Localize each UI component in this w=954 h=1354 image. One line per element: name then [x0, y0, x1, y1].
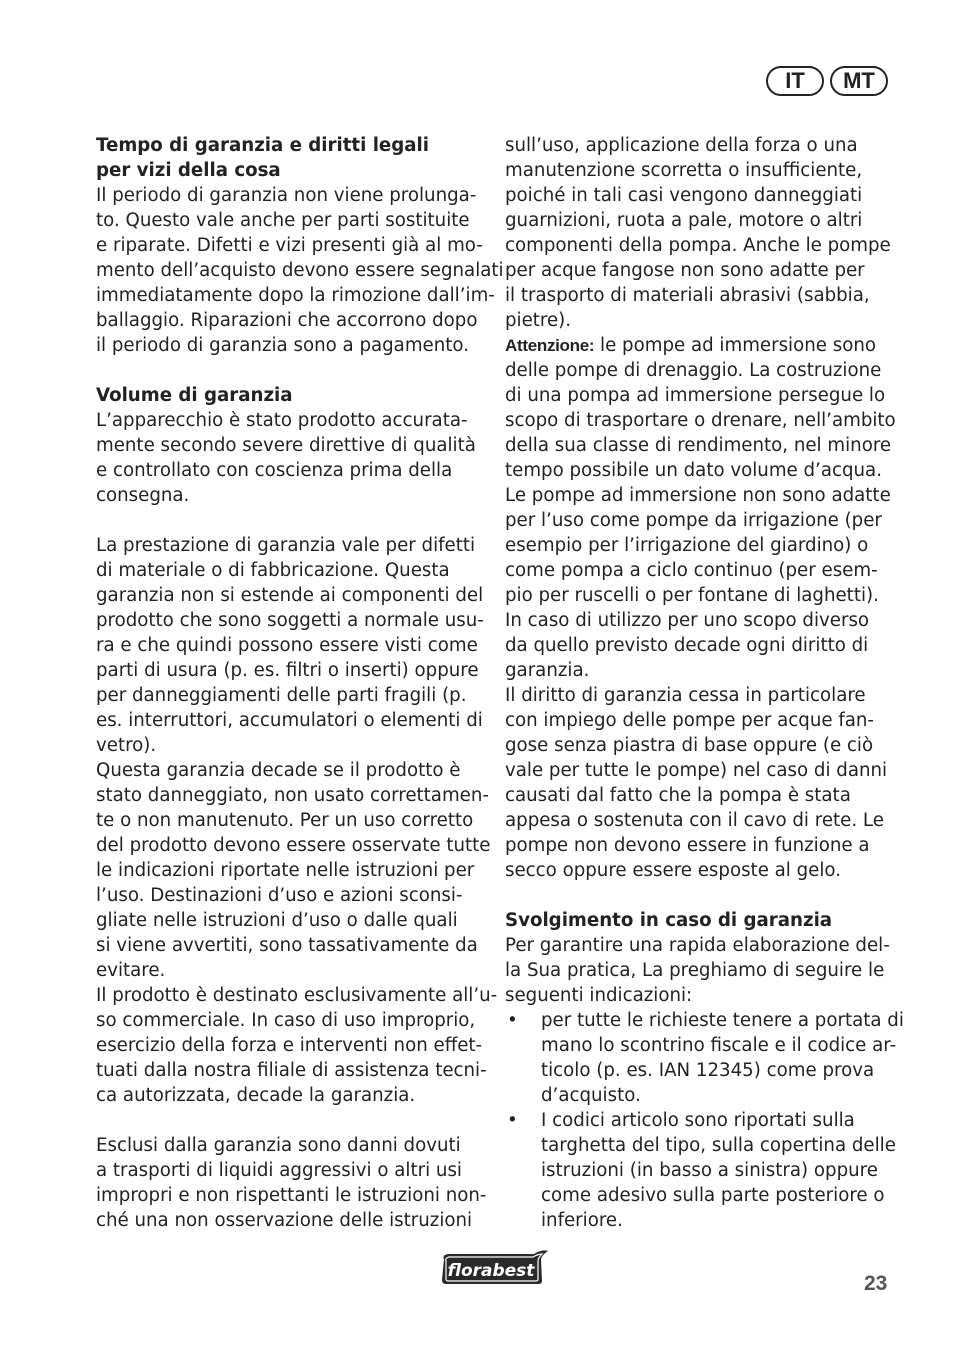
section-heading: Volume di garanzia: [96, 385, 293, 406]
body-line: per l’uso come pompe da irrigazione (per: [505, 510, 882, 531]
body-line: componenti della pompa. Anche le pompe: [505, 235, 891, 256]
section-heading: Tempo di garanzia e diritti legali: [96, 135, 430, 156]
body-line: to. Questo vale anche per parti sostituite: [96, 210, 470, 231]
left-column: [96, 133, 504, 1233]
body-line: garanzia non si estende ai componenti del: [96, 585, 484, 606]
body-line: appesa o sostenuta con il cavo di rete. Le: [505, 810, 884, 831]
body-line: a trasporti di liquidi aggressivi o altri usi: [96, 1160, 462, 1181]
body-line: il trasporto di materiali abrasivi (sabbia,: [505, 285, 870, 306]
body-line: seguenti indicazioni:: [505, 985, 693, 1006]
body-line: esercizio della forza e interventi non effet-: [96, 1035, 483, 1056]
body-line: da quello previsto decade ogni diritto di: [505, 635, 869, 656]
body-line: di materiale o di fabbricazione. Questa: [96, 560, 450, 581]
bullet-item: [505, 1108, 896, 1233]
body-line: mente secondo severe direttive di qualità: [96, 435, 476, 456]
body-line: L’apparecchio è stato prodotto accurata-: [96, 410, 468, 431]
body-line: ché una non osservazione delle istruzioni: [96, 1210, 473, 1231]
attention-label: Attenzione:: [505, 336, 595, 355]
body-line: e controllato con coscienza prima della: [96, 460, 453, 481]
body-line: delle pompe di drenaggio. La costruzione: [505, 360, 882, 381]
bullet-line: inferiore.: [541, 1210, 623, 1231]
body-line: gliate nelle istruzioni d’uso o dalle quali: [96, 910, 458, 931]
body-line: il periodo di garanzia sono a pagamento.: [96, 335, 469, 356]
body-line: della sua classe di rendimento, nel minore: [505, 435, 892, 456]
body-line: Questa garanzia decade se il prodotto è: [96, 760, 461, 781]
body-line: te o non manutenuto. Per un uso corretto: [96, 810, 474, 831]
body-line: La prestazione di garanzia vale per difetti: [96, 535, 476, 556]
lang-badge-it: IT: [766, 66, 824, 96]
body-line: secco oppure essere esposte al gelo.: [505, 860, 842, 881]
body-line: parti di usura (p. es. filtri o inserti) oppure: [96, 660, 479, 681]
bullet-line: ticolo (p. es. IAN 12345) come prova: [541, 1060, 875, 1081]
body-line: es. interruttori, accumulatori o elementi di: [96, 710, 483, 731]
body-line: Per garantire una rapida elaborazione del-: [505, 935, 890, 956]
body-line: pio per ruscelli o per fontane di laghetti).: [505, 585, 879, 606]
body-line: esempio per l’irrigazione del giardino) o: [505, 535, 869, 556]
body-line: e riparate. Difetti e vizi presenti già al mo-: [96, 235, 483, 256]
body-line: per danneggiamenti delle parti fragili (p.: [96, 685, 467, 706]
bullet-line: come adesivo sulla parte posteriore o: [541, 1185, 885, 1206]
body-line: vale per tutte le pompe) nel caso di danni: [505, 760, 888, 781]
body-line: ballaggio. Riparazioni che accorrono dopo: [96, 310, 478, 331]
body-line: causati dal fatto che la pompa è stata: [505, 785, 851, 806]
body-line: stato danneggiato, non usato correttamen-: [96, 785, 489, 806]
body-line: manutenzione scorretta o insufficiente,: [505, 160, 863, 181]
body-line: di una pompa ad immersione persegue lo: [505, 385, 886, 406]
body-line: pompe non devono essere in funzione a: [505, 835, 870, 856]
body-line: prodotto che sono soggetti a normale usu-: [96, 610, 484, 631]
attention-text: le pompe ad immersione sono: [594, 335, 876, 356]
body-line: mento dell’acquisto devono essere segnalati: [96, 260, 504, 281]
body-line: come pompa a ciclo continuo (per esem-: [505, 560, 878, 581]
section-heading: per vizi della cosa: [96, 160, 281, 181]
body-line: sull’uso, applicazione della forza o una: [505, 135, 858, 156]
logo-text: florabest: [447, 1261, 535, 1281]
body-line: per acque fangose non sono adatte per: [505, 260, 865, 281]
lang-badge-mt: MT: [830, 66, 888, 96]
body-line: scopo di trasportare o drenare, nell’ambito: [505, 410, 896, 431]
body-line: vetro).: [96, 735, 157, 756]
body-line: poiché in tali casi vengono danneggiati: [505, 185, 863, 206]
body-line: l’uso. Destinazioni d’uso e azioni sconsi-: [96, 885, 463, 906]
body-line: del prodotto devono essere osservate tutte: [96, 835, 491, 856]
body-line: le indicazioni riportate nelle istruzioni per: [96, 860, 475, 881]
bullet-line: I codici articolo sono riportati sulla: [541, 1110, 855, 1131]
body-line: evitare.: [96, 960, 166, 981]
bullet-mark: •: [507, 1110, 518, 1131]
bullet-line: istruzioni (in basso a sinistra) oppure: [541, 1160, 878, 1181]
bullet-line: d’acquisto.: [541, 1085, 641, 1106]
section-heading: Svolgimento in caso di garanzia: [505, 910, 833, 931]
attention-line: [505, 333, 890, 358]
body-line: tempo possibile un dato volume d’acqua.: [505, 460, 882, 481]
body-line: ra e che quindi possono essere visti come: [96, 635, 478, 656]
bullet-mark: •: [507, 1010, 518, 1031]
bullet-line: targhetta del tipo, sulla copertina delle: [541, 1135, 896, 1156]
body-line: consegna.: [96, 485, 190, 506]
body-line: impropri e non rispettanti le istruzioni non-: [96, 1185, 487, 1206]
bullet-line: mano lo scontrino fiscale e il codice ar-: [541, 1035, 897, 1056]
florabest-logo: [438, 1247, 550, 1287]
body-line: Le pompe ad immersione non sono adatte: [505, 485, 891, 506]
bullet-line: per tutte le richieste tenere a portata di: [541, 1010, 904, 1031]
body-line: pietre).: [505, 310, 572, 331]
body-line: Esclusi dalla garanzia sono danni dovuti: [96, 1135, 461, 1156]
body-line: so commerciale. In caso di uso improprio,: [96, 1010, 476, 1031]
body-line: gose senza piastra di base oppure (e ciò: [505, 735, 874, 756]
body-line: si viene avvertiti, sono tassativamente da: [96, 935, 478, 956]
body-line: Il prodotto è destinato esclusivamente all’u-: [96, 985, 498, 1006]
body-line: immediatamente dopo la rimozione dall’im-: [96, 285, 495, 306]
body-line: con impiego delle pompe per acque fan-: [505, 710, 874, 731]
body-line: ca autorizzata, decade la garanzia.: [96, 1085, 416, 1106]
page-number: 23: [864, 1272, 888, 1295]
body-line: garanzia.: [505, 660, 590, 681]
right-column: [505, 133, 904, 1233]
body-line: Il periodo di garanzia non viene prolunga-: [96, 185, 477, 206]
body-line: In caso di utilizzo per uno scopo diverso: [505, 610, 870, 631]
body-line: guarnizioni, ruota a pale, motore o altri: [505, 210, 863, 231]
language-badges: [766, 66, 888, 96]
bullet-item: [505, 1008, 904, 1108]
body-line: Il diritto di garanzia cessa in particolare: [505, 685, 866, 706]
body-line: tuati dalla nostra filiale di assistenza tecni-: [96, 1060, 487, 1081]
body-line: la Sua pratica, La preghiamo di seguire le: [505, 960, 885, 981]
